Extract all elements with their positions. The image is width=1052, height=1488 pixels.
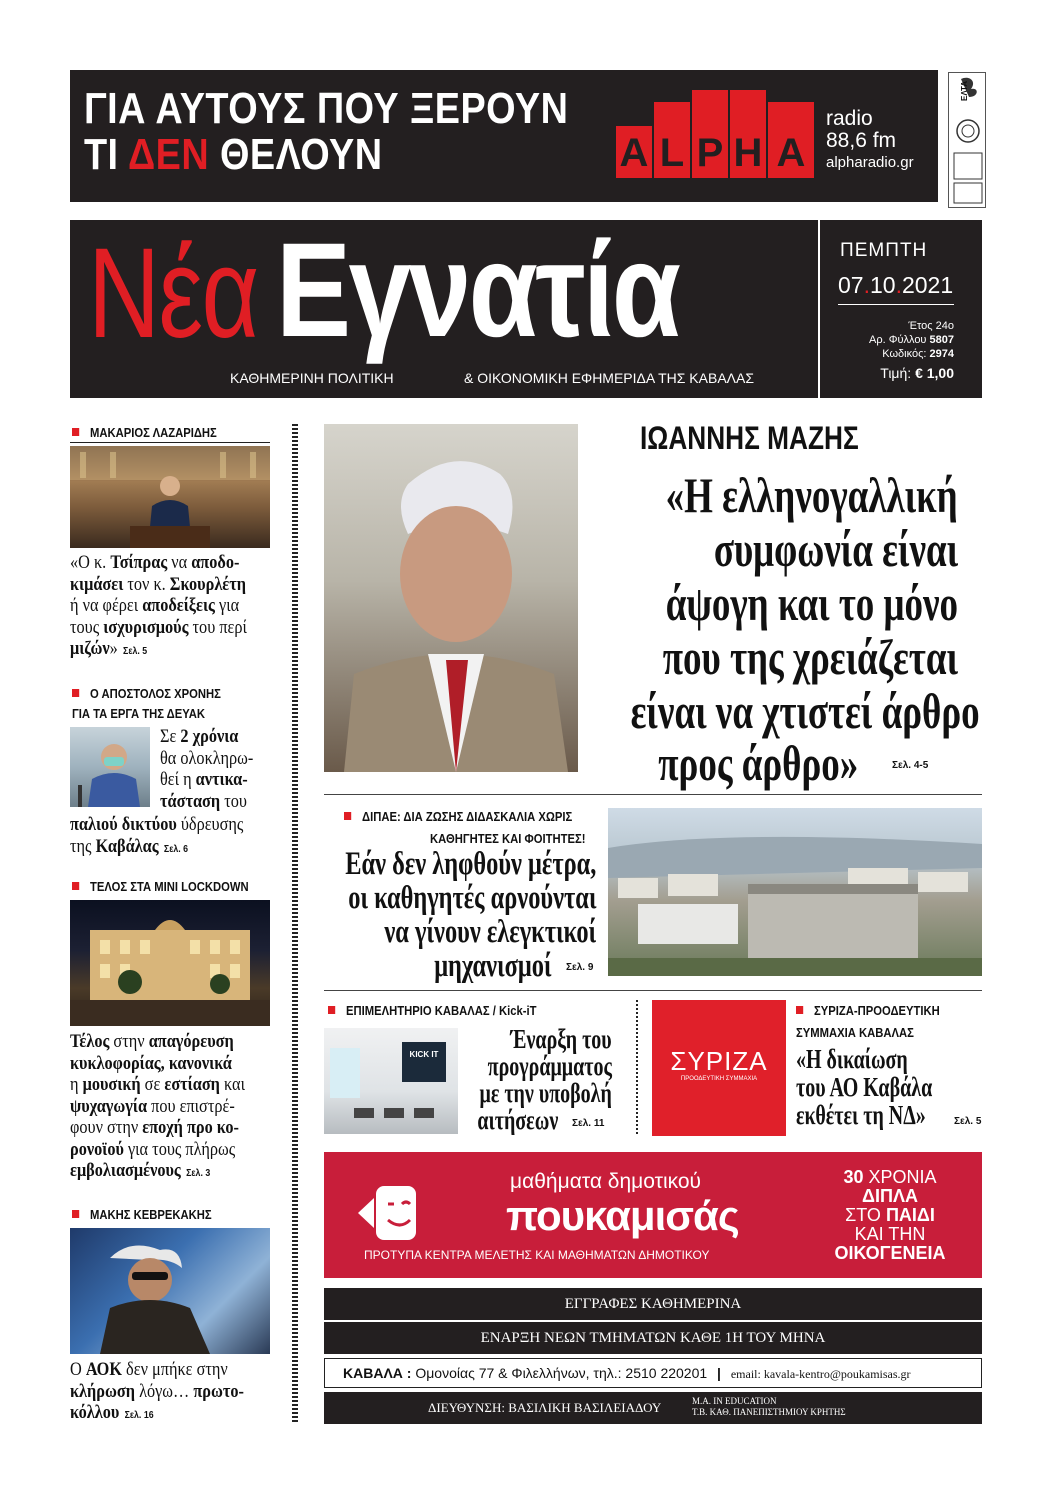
pouk-r2: ΔΙΠΛΑ (862, 1186, 918, 1206)
b: αποδο- (191, 553, 240, 573)
main-quote-line: συμφωνία είναι (713, 521, 958, 577)
b: ΑΟΚ (85, 1360, 122, 1380)
main-quote-line: είναι να χτιστεί άρθρο (630, 683, 980, 739)
b: ΠΑΙΔΙ (885, 1205, 935, 1225)
issue-price (880, 365, 954, 381)
dipae-headline-line: να γίνουν ελεγκτικοί (384, 914, 596, 950)
date-underline (838, 304, 954, 305)
issue-code-value: 2974 (929, 348, 954, 360)
t: η (70, 1075, 83, 1095)
issue-code (882, 348, 954, 360)
date-dot: . (895, 272, 902, 298)
pouk-address-bar (324, 1358, 982, 1388)
kicker-text: ΤΕΛΟΣ ΣΤΑ MINI LOCKDOWN (90, 880, 249, 894)
kicker-text: ΔΙΠΑΕ: ΔΙΑ ΖΩΣΗΣ ΔΙΔΑΣΚΑΛΙΑ ΧΩΡΙΣ (362, 810, 573, 824)
t: θεί η (160, 770, 196, 790)
t: ύδρευσης (176, 815, 244, 835)
epim-kicker (328, 1004, 537, 1018)
epim-headline-line: Έναρξη του (510, 1024, 612, 1054)
syriza-logo (652, 1000, 786, 1136)
date-year: 2021 (901, 272, 954, 298)
issue-day: ΠΕΜΠΤΗ (840, 240, 928, 261)
pouk-r1 (810, 1168, 970, 1187)
story2-text-top (160, 727, 274, 813)
t: δεν μπήκε στην (121, 1360, 228, 1380)
syriza-page-ref: Σελ. 5 (954, 1116, 982, 1127)
masthead-title-nea: Νέα (88, 222, 258, 365)
b: αποδείξεις (142, 596, 215, 616)
divider (324, 990, 982, 991)
story2-kicker (72, 687, 221, 701)
b: κυκλοφορίας, κανονικά (70, 1053, 232, 1074)
dipae-headline-line: μηχανισμοί (434, 948, 552, 984)
pouk-r4: ΚΑΙ ΤΗΝ (854, 1224, 926, 1244)
alpha-letter: H (733, 131, 763, 175)
ad-text: ΤΙ (84, 130, 129, 179)
man-with-sunglasses-icon (70, 1228, 270, 1354)
lazaridis-photo (70, 446, 270, 548)
t: τον κ. (123, 574, 170, 595)
t: για τους πλήρως (123, 1139, 236, 1160)
b: κόλλου (70, 1403, 120, 1423)
syriza-headline-line: «Η δικαίωση (796, 1044, 908, 1074)
main-quote-line: άψογη και το μόνο (665, 575, 958, 631)
b: απαγόρευση (148, 1032, 234, 1052)
b: Τέλος (70, 1032, 110, 1052)
column-separator (292, 424, 298, 1424)
b: 30 (843, 1167, 864, 1187)
b: ρονοϊού (70, 1139, 124, 1160)
t: που επιστρέ- (147, 1096, 235, 1117)
pouk-director-bar (324, 1392, 982, 1424)
t: Ο (70, 1360, 86, 1380)
t: να (167, 553, 192, 573)
masthead (70, 216, 982, 398)
t: ΣΤΟ (845, 1205, 886, 1225)
credentials (692, 1396, 846, 1418)
city: ΚΑΒΑΛΑ : (343, 1365, 412, 1381)
syriza-kicker-line2: ΣΥΜΜΑΧΙΑ ΚΑΒΑΛΑΣ (796, 1026, 914, 1040)
ad-headline-line2 (84, 130, 382, 180)
stamp-label: ΕΛΤΑ (960, 80, 969, 101)
syriza-kicker (796, 1004, 940, 1018)
t: σε (140, 1075, 165, 1095)
masthead-divider (818, 220, 820, 398)
cred-line: M.A. IN EDUCATION (692, 1396, 777, 1406)
red-square-icon (344, 812, 351, 820)
red-square-icon (796, 1006, 803, 1014)
kicker-text: ΜΑΚΗΣ ΚΕΒΡΕΚΑΚΗΣ (90, 1208, 212, 1222)
b: εποχή προ κο- (142, 1118, 239, 1138)
person-with-mask-icon (70, 727, 150, 807)
date-month: 10 (869, 272, 896, 298)
b: κιμάσει (70, 574, 124, 595)
pouk-brand: πουκαμισάς (506, 1192, 739, 1239)
epim-headline-line: προγράμματος (487, 1051, 612, 1081)
address: Ομονοίας 77 & Φιλελλήνων, τηλ.: 2510 220201 (411, 1365, 708, 1381)
alpha-letter: A (619, 131, 649, 175)
t: της (70, 836, 96, 857)
t: του περί (188, 617, 247, 638)
story3-text (70, 1032, 277, 1185)
t: φουν στην (70, 1118, 143, 1138)
price-label: Τιμή: (880, 365, 916, 381)
t: του (220, 791, 247, 812)
pencil-logo-icon (358, 1178, 418, 1248)
red-square-icon (72, 689, 79, 697)
issue-year: Έτος 24ο (908, 320, 954, 332)
main-story-name: ΙΩΑΝΝΗΣ ΜΑΖΗΣ (640, 420, 859, 456)
lockdown-photo (70, 900, 270, 1026)
b: εστίαση (164, 1075, 220, 1095)
issue-date (838, 272, 953, 299)
b: εμβολιασμένους (70, 1161, 181, 1181)
story2-text-bottom (70, 815, 277, 860)
divider (324, 794, 982, 795)
date-dot: . (863, 272, 870, 298)
dipae-page-ref: Σελ. 9 (566, 962, 594, 973)
b: πρωτο- (193, 1381, 244, 1402)
email: email: kavala-kentro@poukamisas.gr (730, 1367, 911, 1381)
campus-buildings-icon (608, 808, 982, 976)
masthead-subtitle-a: ΚΑΘΗΜΕΡΙΝΗ ΠΟΛΙΤΙΚΗ (230, 370, 394, 386)
kevrekakis-photo (70, 1228, 270, 1354)
separator: | (717, 1365, 721, 1381)
t: και (219, 1075, 245, 1095)
story4-kicker (72, 1208, 212, 1222)
alpha-letter: A (776, 131, 806, 175)
poukamisas-ad (324, 1152, 982, 1278)
epim-headline-line: με την υποβολή (479, 1078, 612, 1108)
epim-page-ref: Σελ. 11 (572, 1118, 605, 1129)
b: ισχυρισμούς (103, 617, 189, 638)
b: 2 χρόνια (180, 727, 239, 747)
story1-kicker (72, 426, 217, 440)
b: ψυχαγωγία (70, 1096, 148, 1117)
pouk-bar-registrations: ΕΓΓΡΑΦΕΣ ΚΑΘΗΜΕΡΙΝΑ (324, 1288, 982, 1320)
dipae-kicker (344, 810, 572, 824)
main-page-ref: Σελ. 4-5 (892, 760, 929, 771)
dipae-headline-line: οι καθηγητές αρνούνται (347, 880, 596, 916)
page-ref: Σελ. 5 (123, 646, 148, 657)
story4-text (70, 1360, 277, 1427)
main-quote-line: που της χρειάζεται (662, 629, 958, 685)
price-value: € 1,00 (915, 365, 954, 381)
syriza-logo-sub: ΠΡΟΟΔΕΥΤΙΚΗ ΣΥΜΜΑΧΙΑ (680, 1076, 758, 1082)
portrait-man-icon (324, 424, 578, 772)
masthead-subtitle-b: & ΟΙΚΟΝΟΜΙΚΗ ΕΦΗΜΕΡΙΔΑ ΤΗΣ ΚΑΒΑΛΑΣ (464, 370, 754, 386)
dipae-headline-line: Εάν δεν ληφθούν μέτρα, (344, 846, 596, 882)
kickit-screen-text: KICK IT (409, 1050, 439, 1059)
kicker-text: ΜΑΚΑΡΙΟΣ ΛΑΖΑΡΙΔΗΣ (90, 426, 217, 440)
b: Σκουρλέτη (169, 574, 247, 595)
issue-code-label: Κωδικός: (882, 348, 930, 360)
t: ΧΡΟΝΙΑ (863, 1167, 937, 1187)
b: κλήρωση (70, 1381, 135, 1402)
t: τους (70, 617, 104, 638)
t: «Ο κ. (70, 553, 111, 573)
page-ref: Σελ. 16 (124, 1410, 154, 1421)
pouk-r5: ΟΙΚΟΓΕΝΕΙΑ (834, 1243, 946, 1263)
dipae-kicker-line2: ΚΑΘΗΓΗΤΕΣ ΚΑΙ ΦΟΙΤΗΤΕΣ! (430, 832, 586, 846)
red-square-icon (72, 428, 79, 436)
alpha-letter: L (659, 131, 685, 175)
t: για (214, 596, 240, 616)
radio-url: alpharadio.gr (826, 154, 914, 171)
masthead-title-egnatia: Εγνατία (276, 216, 679, 365)
ad-headline-line1: ΓΙΑ ΑΥΤΟΥΣ ΠΟΥ ΞΕΡΟΥΝ (84, 84, 569, 133)
kicker-text: ΕΠΙΜΕΛΗΤΗΡΙΟ ΚΑΒΑΛΑΣ / Kick-iT (346, 1004, 537, 1018)
column-separator (636, 1000, 638, 1136)
story3-kicker (72, 880, 249, 894)
postage-stamp (948, 72, 986, 208)
page-ref: Σελ. 6 (163, 843, 189, 855)
radio-label: radio (826, 107, 873, 130)
issue-number-label: Αρ. Φύλλου (868, 334, 930, 346)
alpha-letter: P (696, 131, 724, 175)
t: στην (109, 1032, 149, 1052)
ad-text: ΘΕΛΟΥΝ (209, 130, 383, 179)
mazis-photo (324, 424, 578, 772)
kicker-text: Ο ΑΠΟΣΤΟΛΟΣ ΧΡΟΝΗΣ (90, 687, 221, 701)
issue-number-value: 5807 (929, 334, 954, 346)
b: μιζών (70, 639, 110, 659)
university-photo (608, 808, 982, 976)
pouk-right (810, 1168, 970, 1263)
b: Τσίπρας (110, 553, 168, 573)
red-square-icon (328, 1006, 335, 1014)
story2-kicker-line2: ΓΙΑ ΤΑ ΕΡΓΑ ΤΗΣ ΔΕΥΑΚ (72, 707, 206, 721)
chronis-photo (70, 727, 150, 807)
pouk-tagline: ΠΡΟΤΥΠΑ ΚΕΝΤΡΑ ΜΕΛΕΤΗΣ ΚΑΙ ΜΑΘΗΜΑΤΩΝ ΔΗΜΟΤΙΚΟΥ (364, 1248, 710, 1262)
ad-text-red: ΔΕΝ (128, 130, 210, 179)
epim-headline-line: αιτήσεων (477, 1105, 558, 1135)
t: ή να φέρει (70, 596, 143, 616)
cred-line: Τ.Β. ΚΑΘ. ΠΑΝΕΠΙΣΤΗΜΙΟΥ ΚΡΗΤΗΣ (692, 1407, 846, 1417)
alpha-radio-ad (70, 70, 938, 202)
b: Καβάλας (95, 836, 159, 857)
pouk-r3 (810, 1206, 970, 1225)
issue-number (869, 334, 954, 346)
kickit-room-photo (324, 1028, 458, 1134)
divider (70, 442, 270, 443)
main-quote-line: «Η ελληνογαλλική (665, 467, 958, 523)
speaker-figure-icon (70, 446, 270, 548)
main-quote-line: προς άρθρο» (658, 735, 858, 791)
night-building-icon (70, 900, 270, 1026)
b: αντικα- (195, 770, 248, 790)
classroom-icon (324, 1028, 458, 1134)
t: θα ολοκληρω- (160, 748, 254, 769)
page-ref: Σελ. 3 (186, 1168, 211, 1179)
red-square-icon (72, 1210, 79, 1218)
date-day: 07 (838, 272, 864, 298)
syriza-headline-line: του ΑΟ Καβάλα (796, 1072, 933, 1102)
b: παλιού δικτύου (70, 815, 177, 835)
pouk-small: μαθήματα δημοτικού (510, 1170, 702, 1193)
syriza-headline-line: εκθέτει τη ΝΔ» (796, 1100, 926, 1130)
story1-text (70, 553, 277, 663)
radio-frequency: 88,6 fm (826, 129, 897, 152)
t: » (109, 639, 118, 659)
director: ΔΙΕΥΘΥΝΣΗ: ΒΑΣΙΛΙΚΗ ΒΑΣΙΛΕΙΑΔΟΥ (428, 1400, 662, 1415)
b: μουσική (82, 1075, 141, 1095)
kicker-text: ΣΥΡΙΖΑ-ΠΡΟΟΔΕΥΤΙΚΗ (814, 1004, 940, 1018)
radio-info (826, 108, 914, 174)
syriza-logo-text: ΣΥΡΙΖΑ (670, 1046, 768, 1076)
pouk-bar-new-classes: ΕΝΑΡΞΗ ΝΕΩΝ ΤΜΗΜΑΤΩΝ ΚΑΘΕ 1Η ΤΟΥ ΜΗΝΑ (324, 1322, 982, 1354)
t: Σε (160, 727, 181, 747)
red-square-icon (72, 882, 79, 890)
b: τάσταση (160, 791, 221, 812)
t: λόγω… (134, 1381, 194, 1402)
